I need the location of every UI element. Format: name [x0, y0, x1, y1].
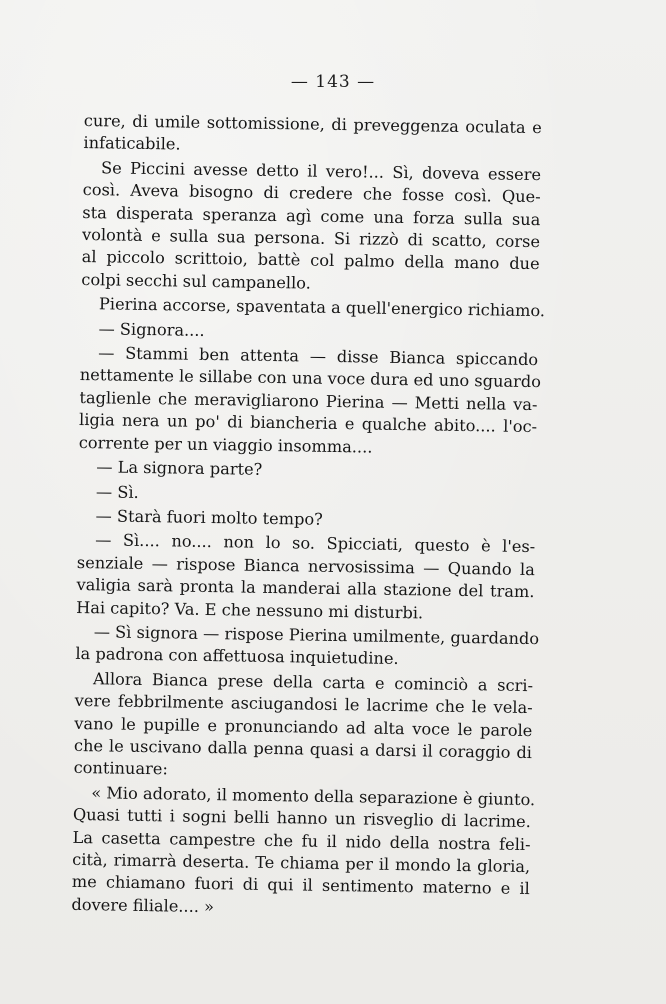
- text-line: Allora Bianca prese della carta e cominciò a scri-: [92, 668, 534, 695]
- text-line: — Stammi ben attenta — disse Bianca spiccando: [98, 343, 539, 370]
- paragraph: [78, 342, 542, 461]
- text-line: colpi secchi sul campanello.: [81, 269, 312, 293]
- text-line: « Mio adorato, il momento della separazione è giunto.: [91, 782, 536, 809]
- text-line: corrente per un viaggio insomma....: [78, 432, 373, 457]
- text-line: cure, di umile sottomissione, di preveggenza oculata e: [83, 110, 542, 138]
- text-line: — Sì.: [95, 481, 139, 502]
- paragraph: [73, 668, 533, 787]
- text-line: sta disperata speranza agì come una forza sulla sua: [82, 202, 541, 229]
- text-line: Quasi tutti i sogni belli hanno un risveglio di lacrime.: [72, 805, 532, 832]
- text-line: — Sì.... no.... non lo so. Spicciati, questo è l'es-: [95, 530, 536, 557]
- text-line: nettamente le sillabe con una voce dura ed uno sguardo: [79, 365, 542, 392]
- text-line: la padrona con affettuosa inquietudine.: [75, 644, 399, 669]
- paragraph: [76, 529, 535, 626]
- text-line: vere febbrilmente asciugandosi le lacrime che le vela-: [74, 691, 533, 718]
- text-line: taglienle che meravigliarono Pierina — Metti nella va-: [79, 387, 538, 415]
- text-line: ligia nera un po' di biancheria e qualche abito.... l'oc-: [78, 410, 538, 437]
- text-line: infaticabile.: [83, 133, 181, 154]
- text-line: Se Piccini avesse detto il vero!... Sì, doveva essere: [100, 158, 542, 184]
- text-line: al piccolo scrittoio, battè col palmo della mano due: [81, 247, 540, 274]
- text-line: Pierina accorse, spaventata a quell'energico richiamo.: [98, 294, 546, 321]
- text-line: così. Aveva bisogno di credere che fosse così. Que-: [82, 180, 541, 207]
- text-line: senziale — rispose Bianca nervosissima — Quando la: [76, 552, 535, 579]
- text-line: continuare:: [73, 758, 169, 779]
- paragraph: [83, 110, 542, 162]
- text-line: — Sì signora — rispose Pierina umilmente, guardando: [93, 622, 540, 649]
- paragraph: [81, 157, 541, 299]
- text-line: cità, rimarrà deserta. Te chiama per il mondo la gloria,: [72, 849, 531, 877]
- text-line: — Starà fuori molto tempo?: [95, 506, 323, 529]
- page-number: — 143 —: [290, 72, 376, 92]
- text-line: — La signora parte?: [96, 457, 263, 479]
- text-line: vano le pupille e pronunciando ad alta voce le parole: [74, 713, 533, 740]
- paragraph: [71, 782, 536, 924]
- text-line: che le uscivano dalla penna quasi a darsi il coraggio di: [73, 735, 533, 763]
- text-line: Hai capito? Va. E che nessuno mi disturbi.: [76, 597, 424, 622]
- text-line: — Signora....: [98, 318, 205, 340]
- text-line: dovere filiale.... »: [71, 894, 215, 916]
- paragraph: [75, 621, 540, 673]
- text-line: La casetta campestre che fu il nido della nostra feli-: [72, 827, 531, 854]
- text-line: me chiamano fuori di qui il sentimento materno e il: [71, 872, 530, 899]
- text-line: valigia sarà pronta la manderai alla stazione del tram.: [76, 575, 535, 602]
- text-line: volontà e sulla sua persona. Si rizzò di scatto, corse: [81, 225, 541, 252]
- body-text: [71, 110, 546, 923]
